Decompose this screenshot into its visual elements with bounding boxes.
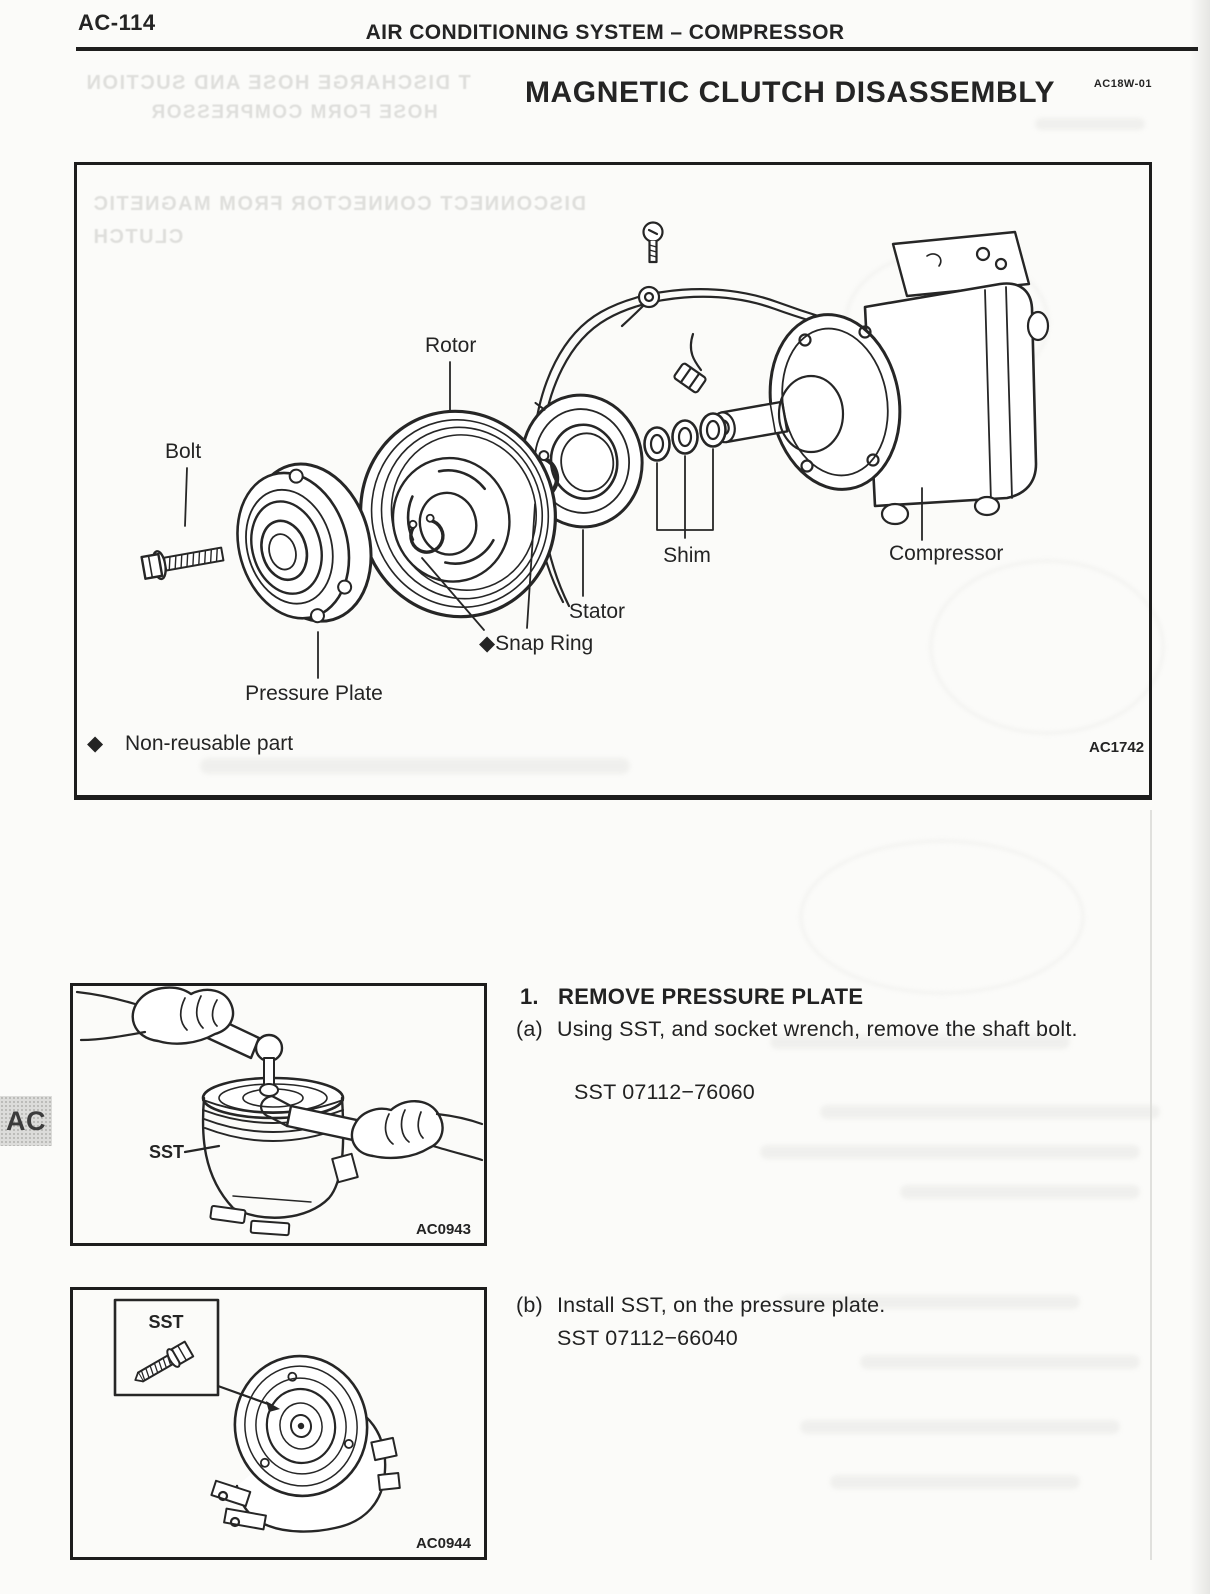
exploded-diagram bbox=[77, 165, 1149, 795]
ghost-text: CLUTCH bbox=[92, 226, 184, 248]
figure-ac0944 bbox=[73, 1290, 484, 1557]
ghost-column-rule bbox=[1150, 810, 1152, 1560]
label-bolt: Bolt bbox=[165, 440, 202, 463]
figure-ac0943 bbox=[73, 986, 484, 1243]
exploded-diagram-frame bbox=[74, 162, 1152, 800]
legend-diamond-icon: ◆ bbox=[87, 732, 104, 755]
page-title: MAGNETIC CLUTCH DISASSEMBLY bbox=[524, 76, 1056, 109]
figure-code: AC1742 bbox=[1089, 739, 1145, 756]
bolt-drawing bbox=[141, 540, 225, 581]
section-code: AC18W-01 bbox=[1093, 78, 1152, 90]
substep-b-label: (b) bbox=[516, 1293, 543, 1317]
page-number: AC-114 bbox=[78, 10, 156, 35]
step-number: 1. bbox=[520, 984, 539, 1009]
header-title: AIR CONDITIONING SYSTEM – COMPRESSOR bbox=[365, 21, 845, 44]
ghost-smudge bbox=[800, 1420, 1120, 1434]
label-compressor: Compressor bbox=[889, 542, 1004, 565]
step-title: REMOVE PRESSURE PLATE bbox=[558, 984, 864, 1009]
ghost-smudge bbox=[820, 1105, 1160, 1119]
hand-drawing bbox=[77, 988, 233, 1044]
sst-label: SST bbox=[149, 1142, 185, 1162]
label-stator: Stator bbox=[568, 600, 626, 623]
figure-panel-ac0943 bbox=[70, 983, 487, 1246]
ghost-smudge bbox=[760, 1145, 1140, 1159]
label-snap-ring: ◆Snap Ring bbox=[479, 632, 594, 655]
pressure-plate-drawing bbox=[220, 450, 389, 640]
ghost-text: DISCONNECT CONNECTOR FROM MAGNETIC bbox=[92, 193, 586, 215]
ghost-text: T DISCHARGE HOSE AND SUCTION bbox=[85, 72, 471, 94]
section-side-tab bbox=[0, 1096, 52, 1146]
header-rule bbox=[76, 47, 1198, 51]
label-rotor: Rotor bbox=[425, 334, 477, 357]
ghost-figure bbox=[800, 840, 1084, 994]
substep-a-label: (a) bbox=[516, 1017, 543, 1041]
ghost-text: HOSE FORM COMPRESSOR bbox=[150, 102, 438, 123]
figure-code: AC0944 bbox=[415, 1535, 471, 1552]
ghost-smudge bbox=[830, 1475, 1080, 1489]
figure-panel-ac0944 bbox=[70, 1287, 487, 1560]
compressor-drawing bbox=[710, 232, 1048, 524]
ghost-smudge bbox=[1035, 118, 1145, 130]
screw bbox=[644, 223, 663, 263]
label-shim: Shim bbox=[663, 544, 711, 567]
ghost-smudge bbox=[860, 1355, 1140, 1369]
side-tab-label: AC bbox=[6, 1105, 46, 1136]
sst-label: SST bbox=[148, 1312, 184, 1332]
connector bbox=[673, 363, 706, 394]
hand-drawing bbox=[352, 1101, 482, 1160]
sst-leader-line bbox=[185, 1146, 219, 1152]
legend-text: Non-reusable part bbox=[125, 732, 294, 755]
label-pressure-plate: Pressure Plate bbox=[245, 682, 383, 705]
substep-b-sst-number: SST 07112−66040 bbox=[557, 1326, 738, 1350]
figure-code: AC0943 bbox=[415, 1221, 471, 1238]
substep-b-text: Install SST, on the pressure plate. bbox=[557, 1293, 886, 1317]
sst-bolt-drawing bbox=[130, 1340, 194, 1388]
scan-edge-shade bbox=[1190, 0, 1210, 1594]
substep-a-sst-number: SST 07112−76060 bbox=[574, 1080, 755, 1104]
substep-a-text: Using SST, and socket wrench, remove the shaft bolt. bbox=[557, 1017, 1078, 1041]
ghost-smudge bbox=[900, 1185, 1140, 1199]
